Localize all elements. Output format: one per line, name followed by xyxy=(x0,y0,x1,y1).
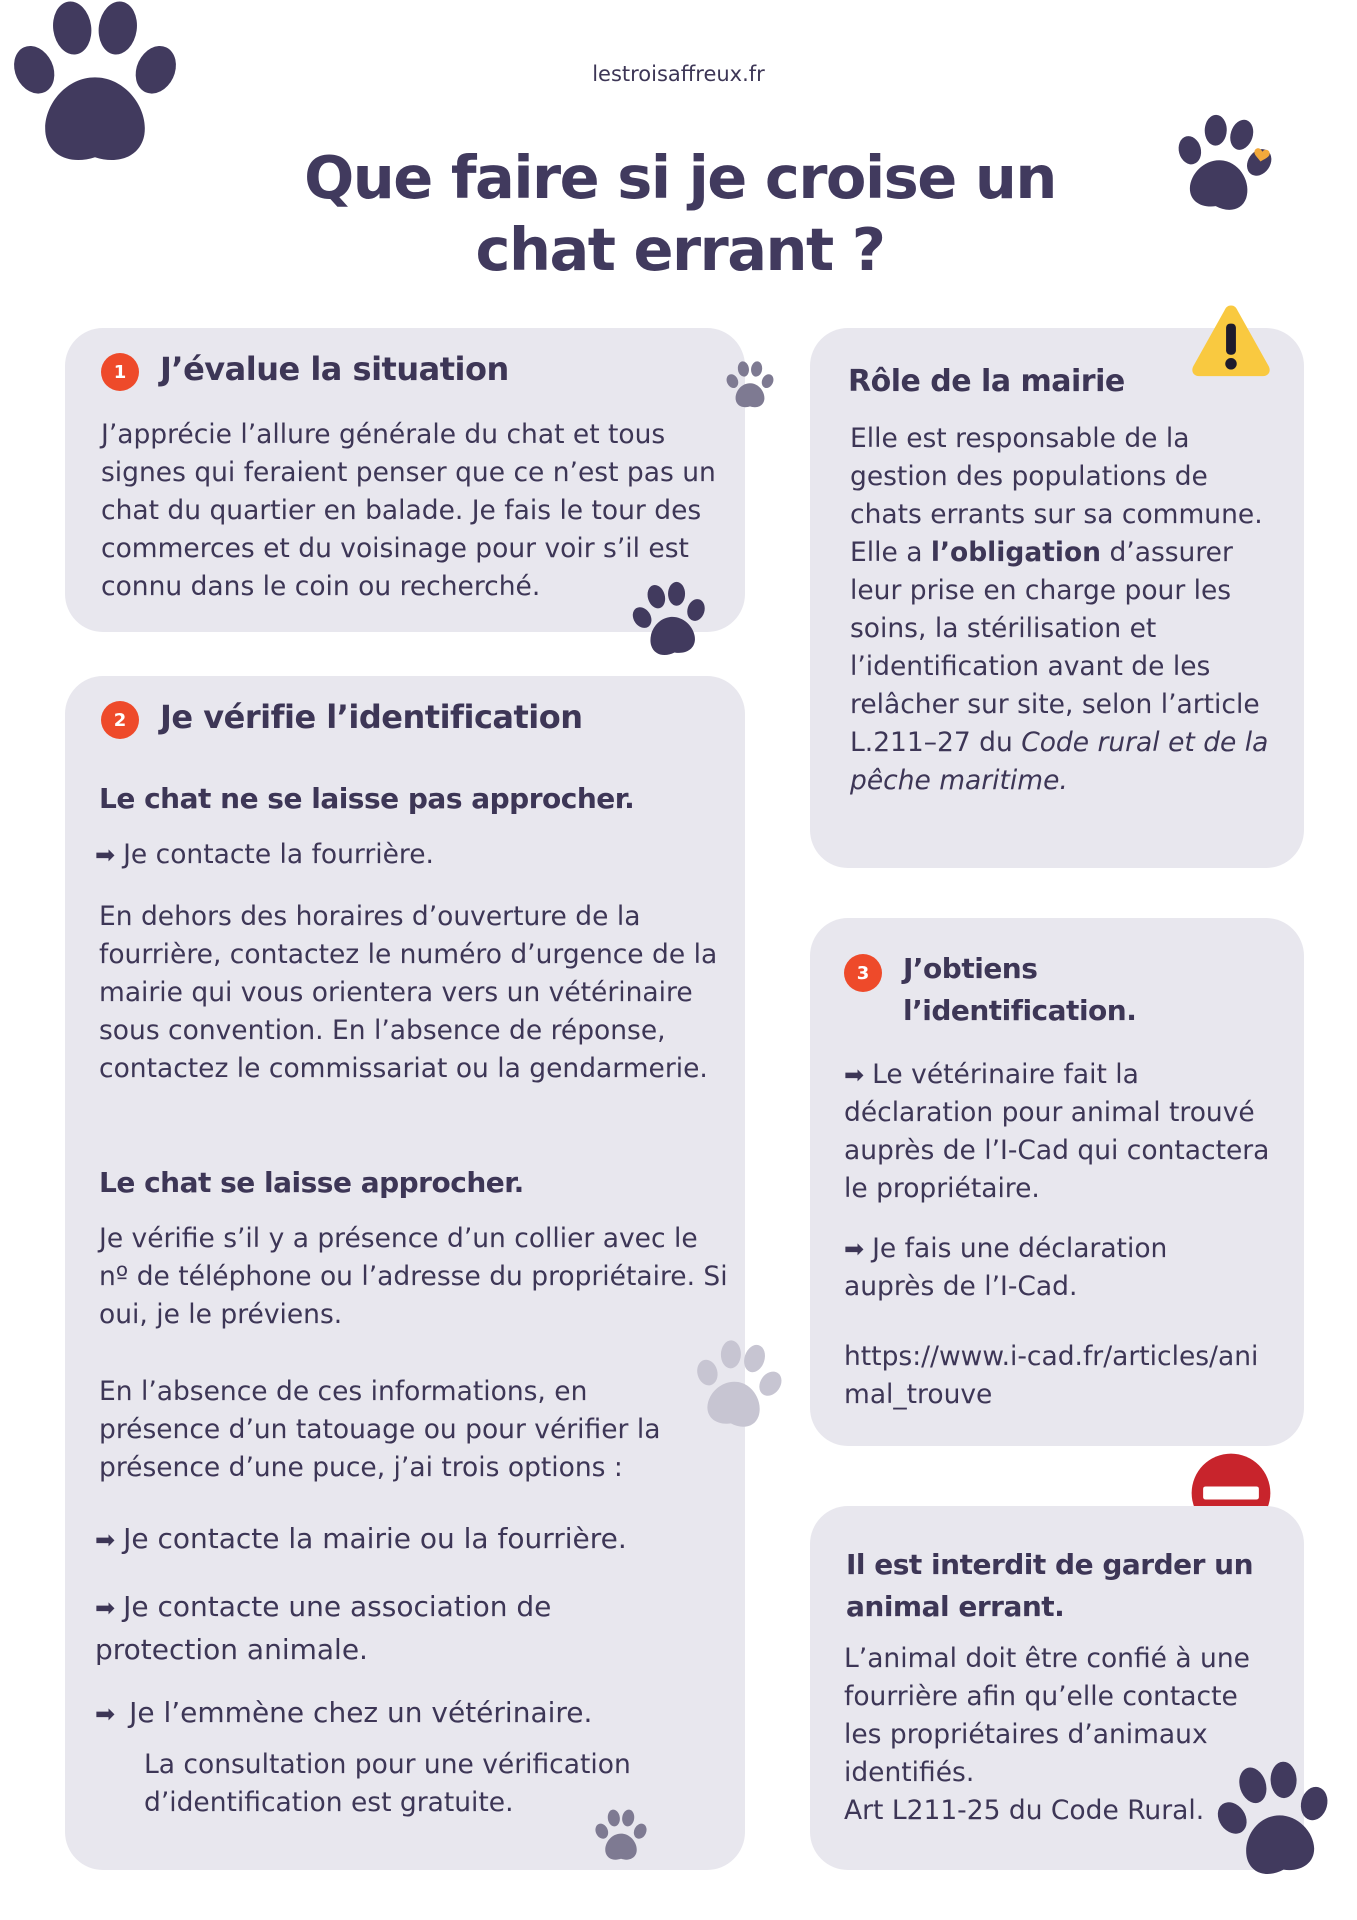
step-1-text: J’apprécie l’allure générale du chat et tous signes qui feraient penser que ce n’est pas un chat du quartier en balade. Je fais le tour des commerces et du voisinage pour voir s’il est connu dans le coin ou recherché. xyxy=(101,419,716,602)
paw-print-icon xyxy=(720,358,780,413)
case-1-text: En dehors des horaires d’ouverture de la fourrière, contactez le numéro d’urgence de la mairie qui vous orientera vers un vétérinaire sous convention. En l’absence de réponse, contactez le commissariat ou la gendarmerie. xyxy=(99,901,718,1084)
step-number-badge: 1 xyxy=(101,353,139,391)
step-2-card xyxy=(65,676,745,1870)
mairie-heading: Rôle de la mairie xyxy=(848,364,1125,399)
step-number-badge: 3 xyxy=(844,954,882,992)
case-2-heading: Le chat se laisse approcher. xyxy=(99,1166,524,1199)
arrow-right-icon: ➡ xyxy=(95,1594,116,1622)
paw-print-icon xyxy=(1195,1745,1355,1897)
page-title xyxy=(180,142,1180,286)
paw-print-icon xyxy=(590,1806,652,1866)
option-3-note: La consultation pour une vérification d’identification est gratuite. xyxy=(144,1749,631,1818)
arrow-right-icon: ➡ xyxy=(95,841,116,869)
paw-print-icon xyxy=(0,0,210,180)
step-3-heading: J’obtiens l’identification. xyxy=(903,952,1137,1027)
case-2-text-1: Je vérifie s’il y a présence d’un collier avec le nº de téléphone ou l’adresse du propriétaire. Si oui, je le préviens. xyxy=(99,1223,728,1330)
step-1-heading: J’évalue la situation xyxy=(160,350,509,388)
interdit-heading: Il est interdit de garder un animal errant. xyxy=(846,1548,1254,1623)
step-1-card xyxy=(65,328,745,632)
option-1: ➡ Je contacte la mairie ou la fourrière. xyxy=(95,1522,627,1555)
option-2: ➡ Je contacte une association de protection animale. xyxy=(95,1590,552,1666)
paw-print-icon xyxy=(677,1328,798,1445)
step-2-heading: Je vérifie l’identification xyxy=(160,698,583,736)
step-3-point-2: ➡ Je fais une déclaration auprès de l’I-Cad. xyxy=(844,1233,1168,1302)
mairie-card xyxy=(810,328,1304,868)
arrow-right-icon: ➡ xyxy=(95,1700,116,1728)
mairie-text: Elle est responsable de la gestion des populations de chats errants sur sa commune. Elle a l’obligation d’assurer leur prise en charge pour les soins, la stérilisation et l’identification avant de les relâcher sur site, selon l’article L.211–27 du Code rural et de la pêche maritime. xyxy=(850,423,1269,796)
case-2-text-2: En l’absence de ces informations, en présence d’un tatouage ou pour vérifier la présence d’une puce, j’ai trois options : xyxy=(99,1376,661,1483)
interdit-law: Art L211-25 du Code Rural. xyxy=(844,1795,1205,1826)
step-3-card xyxy=(810,918,1304,1446)
option-3: ➡ Je l’emmène chez un vétérinaire. xyxy=(95,1696,593,1729)
step-3-point-1: ➡ Le vétérinaire fait la déclaration pour animal trouvé auprès de l’I-Cad qui contactera le propriétaire. xyxy=(844,1059,1270,1204)
step-number-badge: 2 xyxy=(101,701,139,739)
case-1-heading: Le chat ne se laisse pas approcher. xyxy=(99,782,635,815)
paw-print-icon xyxy=(620,572,721,669)
warning-icon xyxy=(1190,302,1272,378)
interdit-text: L’animal doit être confié à une fourrière afin qu’elle contacte les propriétaires d’animaux identifiés. xyxy=(844,1643,1250,1788)
site-url[interactable]: lestroisaffreux.fr xyxy=(592,62,765,86)
icad-link[interactable]: https://www.i-cad.fr/articles/animal_trouve xyxy=(844,1341,1259,1410)
arrow-right-icon: ➡ xyxy=(844,1235,865,1263)
title-line-2: chat errant ? xyxy=(475,215,885,284)
case-1-action: ➡ Je contacte la fourrière. xyxy=(95,839,434,870)
title-line-1: Que faire si je croise un xyxy=(304,143,1056,212)
arrow-right-icon: ➡ xyxy=(844,1061,865,1089)
arrow-right-icon: ➡ xyxy=(95,1526,116,1554)
